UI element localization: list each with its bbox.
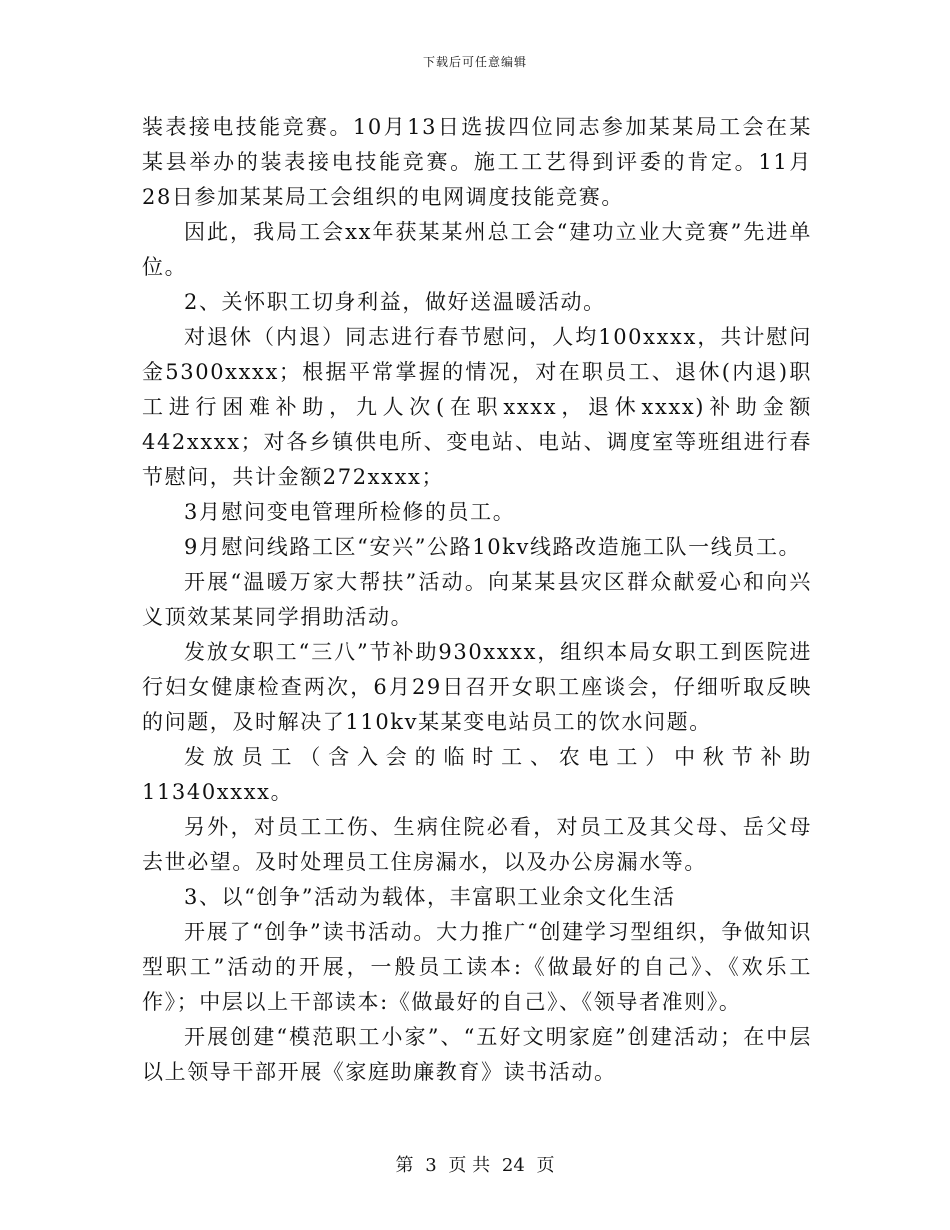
total-page-count: 24 — [501, 1155, 525, 1176]
paragraph: 3月慰问变电管理所检修的员工。 — [184, 500, 516, 524]
paragraph: 对退休（内退）同志进行春节慰问，人均100xxxx，共计慰问金5300xxxx；根据平常掌握的情况，对在职员工、退休(内退)职工进行困难补助，九人次(在职xxxx，退休xxxx)补助金额442xxxx；对各乡镇供电所、变电站、电站、调度室等班组进行春节慰问，共计金额272xxxx； — [142, 325, 812, 489]
paragraph: 开展“温暖万家大帮扶”活动。向某某县灾区群众献爱心和向兴义顶效某某同学捐助活动。 — [142, 570, 812, 629]
footer-prefix: 第 — [395, 1155, 414, 1176]
document-body — [142, 110, 812, 1090]
current-page-number: 3 — [425, 1155, 437, 1176]
paragraph-continued: 装表接电技能竞赛。10月13日选拔四位同志参加某某局工会在某某县举办的装表接电技能竞赛。施工工艺得到评委的肯定。11月28日参加某某局工会组织的电网调度技能竞赛。 — [142, 115, 812, 209]
section-heading: 2、关怀职工切身利益，做好送温暖活动。 — [184, 290, 606, 314]
paragraph: 因此，我局工会xx年获某某州总工会“建功立业大竞赛”先进单位。 — [142, 220, 812, 279]
footer-middle: 页 共 — [448, 1155, 491, 1176]
paragraph: 开展创建“模范职工小家”、“五好文明家庭”创建活动；在中层以上领导干部开展《家庭助廉教育》读书活动。 — [142, 1025, 812, 1084]
footer-suffix: 页 — [536, 1155, 555, 1176]
paragraph: 发放员工（含入会的临时工、农电工）中秋节补助11340xxxx。 — [142, 745, 812, 804]
paragraph: 另外，对员工工伤、生病住院必看，对员工及其父母、岳父母去世必望。及时处理员工住房漏水，以及办公房漏水等。 — [142, 815, 812, 874]
paragraph: 发放女职工“三八”节补助930xxxx，组织本局女职工到医院进行妇女健康检查两次，6月29日召开女职工座谈会，仔细听取反映的问题，及时解决了110kv某某变电站员工的饮水问题。 — [142, 640, 812, 734]
paragraph: 9月慰问线路工区“安兴”公路10kv线路改造施工队一线员工。 — [184, 535, 802, 559]
paragraph: 开展了“创争”读书活动。大力推广“创建学习型组织，争做知识型职工”活动的开展，一般员工读本:《做最好的自己》、《欢乐工作》；中层以上干部读本:《做最好的自己》、《领导者准则》。 — [142, 920, 812, 1014]
page-header: 下载后可任意编辑 — [422, 55, 527, 69]
page-number-footer — [0, 1154, 950, 1178]
section-heading: 3、以“创争”活动为载体，丰富职工业余文化生活 — [184, 885, 676, 909]
